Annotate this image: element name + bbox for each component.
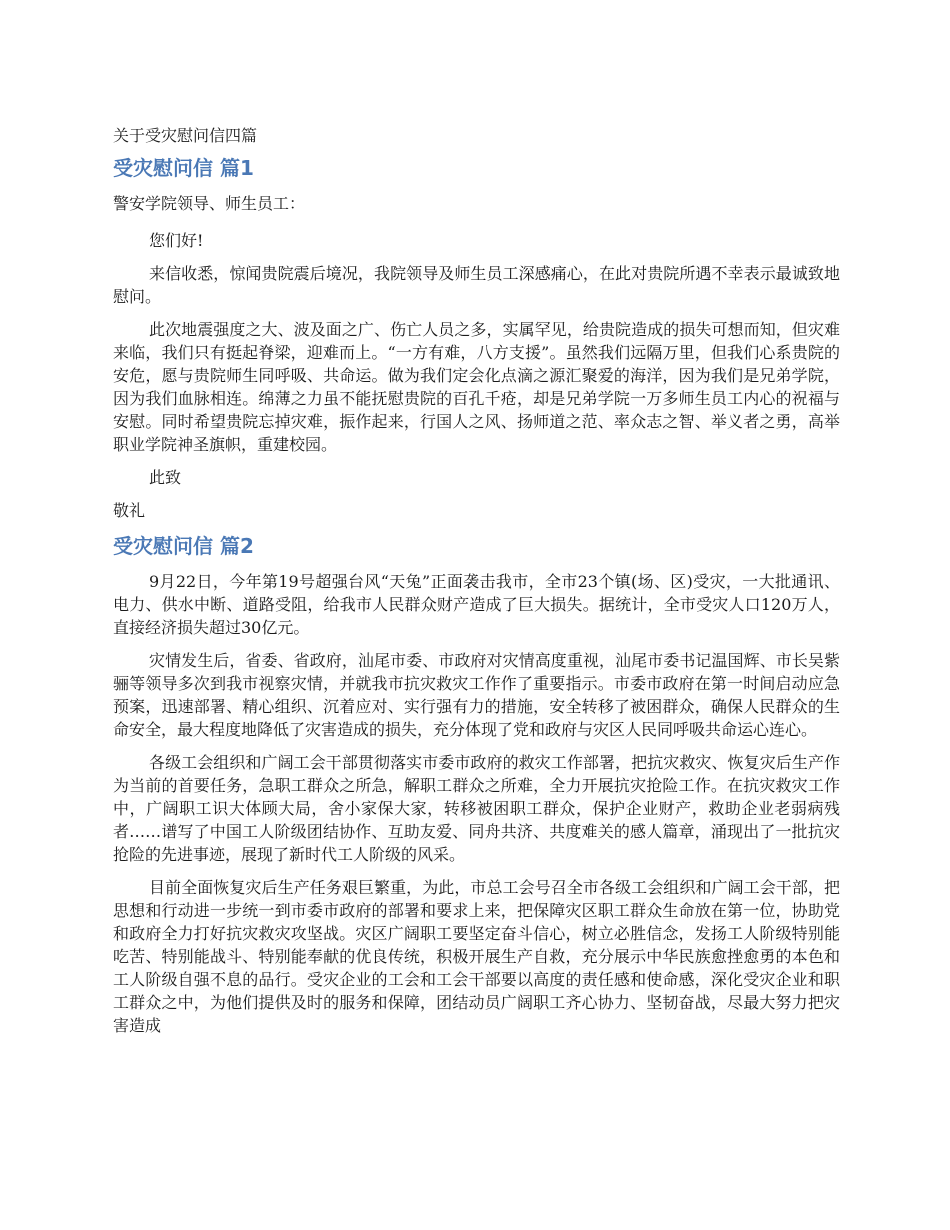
paragraph: 此次地震强度之大、波及面之广、伤亡人员之多，实属罕见，给贵院造成的损失可想而知，但灾难来临，我们只有挺起脊梁，迎难而上。“一方有难，八方支援”。虽然我们远隔万里，但我们心系贵院的安危，愿与贵院师生同呼吸、共命运。做为我们定会化点滴之源汇聚爱的海洋，因为我们是兄弟学院，因为我们血脉相连。绵薄之力虽不能抚慰贵院的百孔千疮，却是兄弟学院一万多师生员工内心的祝福与安慰。同时希望贵院忘掉灾难，振作起来，行国人之风、扬师道之范、率众志之智、举义者之勇，高举职业学院神圣旗帜，重建校园。 — [113, 320, 840, 454]
section-heading: 受灾慰问信 篇2 — [113, 534, 254, 558]
closing-regards: 敬礼 — [113, 501, 146, 520]
closing: 此致 — [149, 468, 182, 487]
paragraph: 各级工会组织和广阔工会干部贯彻落实市委市政府的救灾工作部署，把抗灾救灾、恢复灾后生产作为当前的首要任务，急职工群众之所急，解职工群众之所难，全力开展抗灾抢险工作。在抗灾救灾工作中，广阔职工识大体顾大局，舍小家保大家，转移被困职工群众，保护企业财产，救助企业老弱病残者……谱写了中国工人阶级团结协作、互助友爱、同舟共济、共度难关的感人篇章，涌现出了一批抗灾抢险的先进事迹，展现了新时代工人阶级的风采。 — [113, 753, 840, 864]
paragraph: 来信收悉，惊闻贵院震后境况，我院领导及师生员工深感痛心，在此对贵院所遇不幸表示最诚致地慰问。 — [113, 264, 840, 306]
greeting: 您们好! — [149, 231, 204, 250]
paragraph: 灾情发生后，省委、省政府，汕尾市委、市政府对灾情高度重视，汕尾市委书记温国辉、市长吴紫骊等领导多次到我市视察灾情，并就我市抗灾救灾工作作了重要指示。市委市政府在第一时间启动应急预案，迅速部署、精心组织、沉着应对、实行强有力的措施，安全转移了被困群众，确保人民群众的生命安全，最大程度地降低了灾害造成的损失，充分体现了党和政府与灾区人民同呼吸共命运心连心。 — [113, 651, 840, 739]
paragraph: 9月22日，今年第19号超强台风“天兔”正面袭击我市，全市23个镇(场、区)受灾，一大批通讯、电力、供水中断、道路受阻，给我市人民群众财产造成了巨大损失。据统计，全市受灾人口120万人，直接经济损失超过30亿元。 — [113, 572, 840, 637]
document-title: 关于受灾慰问信四篇 — [113, 126, 258, 145]
salutation: 警安学院领导、师生员工： — [113, 194, 306, 213]
section-1 — [113, 154, 840, 522]
paragraph: 目前全面恢复灾后生产任务艰巨繁重，为此，市总工会号召全市各级工会组织和广阔工会干部，把思想和行动进一步统一到市委市政府的部署和要求上来，把保障灾区职工群众生命放在第一位，协助党和政府全力打好抗灾救灾攻坚战。灾区广阔职工要坚定奋斗信心，树立必胜信念，发扬工人阶级特别能吃苦、特别能战斗、特别能奉献的优良传统，积极开展生产自救，充分展示中华民族愈挫愈勇的本色和工人阶级自强不息的品行。受灾企业的工会和工会干部要以高度的责任感和使命感，深化受灾企业和职工群众之中，为他们提供及时的服务和保障，团结动员广阔职工齐心协力、坚韧奋战，尽最大努力把灾害造成 — [113, 878, 840, 1035]
section-heading: 受灾慰问信 篇1 — [113, 156, 254, 180]
document-page — [113, 124, 840, 1047]
section-2 — [113, 532, 840, 1037]
